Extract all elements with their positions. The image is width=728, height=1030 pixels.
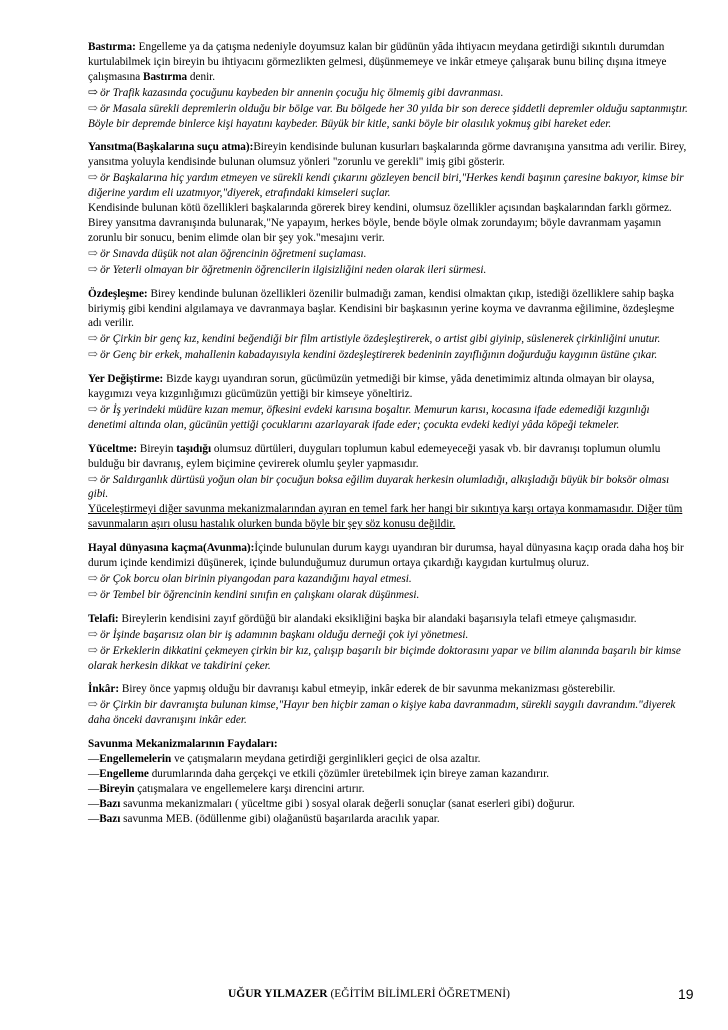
document-body	[88, 40, 688, 827]
footer-author: UĞUR YILMAZER	[228, 988, 328, 1000]
bold-term: Bazı	[99, 797, 121, 810]
example-paragraph	[88, 170, 688, 201]
text-run: Yüceleştirmeyi diğer savunma mekanizmalarından ayıran en temel fark her hangi bir sıkıntıya karşı ortaya konmamasıdır. Diğer tüm savunmaların aşırı olusu hastalık olurken bunda böyle bir şey söz konusu değildir.	[88, 503, 683, 531]
arrow-icon: ⇨	[88, 347, 99, 362]
text-run: ör Masala sürekli depremlerin olduğu bir bölge var. Bu bölgede her 30 yılda bir son derece şiddetli depremler olduğu saptanmıştır. Böyle bir depremde binlerce kişi hayatını kaybeder. Büyük bir kitle, sanki böyle bir olasılık yokmuş gibi hareket eder.	[88, 102, 688, 130]
arrow-icon: ⇨	[88, 84, 99, 99]
definition-paragraph	[88, 287, 688, 332]
arrow-icon: ⇨	[88, 245, 99, 260]
text-run: savunma mekanizmaları ( yüceltme gibi ) sosyal olarak değerli sonuçlar (sanat eserleri gibi) doğurur.	[120, 797, 575, 810]
body-paragraph	[88, 201, 688, 246]
arrow-icon: ⇨	[88, 100, 99, 115]
definition-paragraph	[88, 541, 688, 571]
body-paragraph	[88, 782, 688, 797]
section-hayal-dunyasina-kacma	[88, 541, 688, 603]
body-paragraph	[88, 752, 688, 767]
text-run: Kendisinde bulunan kötü özellikleri başkalarında görerek birey kendini, olumsuz özellikler açısından başkalarından farklı görmez. Birey yansıtma davranışında bulunarak,"Ne yapayım, herkes böyle, bende böyle olmak zorundayım; böyle davranmam yaşamın zorunlu bir sonucu, benim elimde olan bir şey yok."mesajını verir.	[88, 202, 672, 244]
arrow-icon: ⇨	[88, 170, 99, 185]
example-paragraph	[88, 101, 688, 132]
text-run: —	[88, 753, 100, 766]
text-run: —	[88, 782, 100, 795]
text-run: —	[88, 812, 100, 825]
text-run: ör İş yerindeki müdüre kızan memur, öfkesini evdeki karısına boşaltır. Memurun karısı, kocasına ifade edemediği kızgınlığı denetimi altında olan, gücünün yettiği çocuklarını azarlayarak ifade eder; çocukta evdeki kediyi yâda köpeği tekmeler.	[88, 403, 650, 431]
text-run: ör Çok borcu olan birinin piyangodan para kazandığını hayal etmesi.	[100, 573, 412, 585]
text-run: Engelleme ya da çatışma nedeniyle doyumsuz kalan bir güdünün yâda ihtiyacın meydana getirdiği sıkıntılı durumdan kurtulabilmek için bireyin bu ihtiyacını görmezlikten gelmesi, düşünmemeye ve inkâr etmeye çalışarak bunu bilinç dışına itmeye çalışmasına	[88, 41, 667, 83]
bold-term: Özdeşleşme:	[88, 287, 148, 300]
body-paragraph	[88, 797, 688, 812]
bold-term: Hayal dünyasına kaçma(Avunma):	[88, 542, 255, 555]
text-run: çatışmalara ve engellemelere karşı direncini artırır.	[134, 782, 365, 795]
arrow-icon: ⇨	[88, 571, 99, 585]
page-footer	[0, 988, 728, 1008]
text-run: ör Erkeklerin dikkatini çekmeyen çirkin bir kız, çalışıp başarılı bir biçimde doktorasını yapar ve bilim alanında başarılı bir kimse olarak herkesin dikkat ve takdirini çeker.	[88, 644, 681, 672]
definition-paragraph	[88, 737, 688, 752]
text-run: Birey önce yapmış olduğu bir davranışı kabul etmeyip, inkâr ederek de bir savunma mekanizması gösterebilir.	[119, 683, 616, 696]
bold-term: Bazı	[99, 812, 121, 825]
section-yuceltme	[88, 442, 688, 532]
arrow-icon: ⇨	[88, 642, 99, 657]
text-run: durumlarında daha gerçekçi ve etkili çözümler üretebilmek için bireye zaman kazandırır.	[148, 767, 549, 780]
section-inkar	[88, 682, 688, 728]
text-run: —	[88, 797, 100, 810]
example-paragraph	[88, 472, 688, 503]
arrow-icon: ⇨	[88, 401, 99, 416]
text-run: denir.	[187, 70, 216, 83]
text-run: —	[88, 767, 100, 780]
page-number: 19	[678, 986, 694, 1002]
footer-author-line	[228, 988, 510, 1000]
text-run: Birey kendinde bulunan özellikleri özenilir bulmadığı zaman, kendisi olmaktan çıkıp, istediği özelliklere sahip başka biriymiş gibi kendini algılamaya ve davranmaya başlar. Kendisini bir başkasının yerine koyma ve davranma eğilimine, özdeşleşme adı verilir.	[88, 287, 675, 330]
bold-term: Yansıtma(Başkalarına suçu atma):	[88, 141, 254, 154]
text-run: Bizde kaygı uyandıran sorun, gücümüzün yetmediği bir kimse, yâda denetimimiz altında olmayan bir olaysa, kaygımızı veya kızgınlığımızı gücümüzün yettiği bir kimseye yöneltiriz.	[88, 373, 655, 401]
text-run: ör Saldırganlık dürtüsü yoğun olan bir çocuğun boksa eğilim duyarak herkesin olumladığı, alkışladığı büyük bir boksör olması gibi.	[88, 473, 670, 501]
bold-term: Bastırma	[143, 70, 188, 83]
text-run: Bireylerin kendisini zayıf gördüğü bir alandaki eksikliğini başka bir alandaki başarısıyla telafi etmeye çalışmasıdır.	[118, 612, 637, 625]
text-run: ör Genç bir erkek, mahallenin kabadayısıyla kendini özdeşleştirerek bedeninin zayıflığının doğurduğu kaygının üstüne çıkar.	[100, 349, 658, 362]
arrow-icon: ⇨	[88, 586, 99, 601]
bold-term: Yer Değiştirme:	[88, 373, 164, 386]
text-run: ör Trafik kazasında çocuğunu kaybeden bir annenin çocuğu hiç ölmemiş gibi davranması.	[100, 86, 504, 99]
example-paragraph	[88, 402, 688, 433]
bold-term: Bireyin	[99, 782, 135, 795]
section-bastirma	[88, 40, 688, 131]
text-run: ör Çirkin bir davranışta bulunan kimse,"Hayır ben hiçbir zaman o kişiye kaba davranmadım, sürekli saygılı davrandım."diyerek daha önceki davranışını inkâr eder.	[88, 699, 676, 727]
definition-paragraph	[88, 442, 688, 472]
example-paragraph	[88, 347, 688, 363]
footer-role: (EĞİTİM BİLİMLERİ ÖĞRETMENİ)	[327, 988, 510, 1000]
arrow-icon: ⇨	[88, 471, 99, 486]
example-paragraph	[88, 643, 688, 674]
definition-paragraph	[88, 40, 688, 85]
example-paragraph	[88, 85, 688, 101]
definition-paragraph	[88, 682, 688, 697]
definition-paragraph	[88, 612, 688, 627]
example-paragraph	[88, 587, 688, 603]
example-paragraph	[88, 571, 688, 587]
bold-term: İnkâr:	[88, 683, 120, 696]
definition-paragraph	[88, 140, 688, 170]
example-paragraph	[88, 262, 688, 278]
text-run: ör Başkalarına hiç yardım etmeyen ve sürekli kendi çıkarını gözleyen bencil biri,"Herkes kendi başının çaresine bakıyor, kimse bir diğerine yardım eli uzatmıyor,"diyerek, etrafındaki kimseleri suçlar.	[88, 172, 684, 200]
text-run: olumsuz dürtüleri, duyguları toplumun kabul edemeyeceği yasak vb. bir davranışı toplumun olumlu bulduğu bir davranış, eylem biçimine çevirerek olumlu şeyler yapmasıdır.	[88, 442, 661, 470]
arrow-icon: ⇨	[88, 331, 99, 346]
arrow-icon: ⇨	[88, 261, 99, 276]
example-paragraph	[88, 331, 688, 347]
bold-term: taşıdığı	[176, 442, 212, 455]
text-run: ör İşinde başarısız olan bir iş adamının başkanı olduğu derneği çok iyi yönetmesi.	[100, 628, 469, 641]
example-paragraph	[88, 246, 688, 262]
bold-term: Yüceltme:	[88, 442, 138, 455]
section-yer-degistirme	[88, 372, 688, 433]
text-run: ör Çirkin bir genç kız, kendini beğendiği bir film artistiyle özdeşleştirerek, o artist gibi giyinip, süslenerek çirkinliğini unutur.	[100, 333, 661, 346]
bold-term: Bastırma:	[88, 41, 136, 53]
text-run: İçinde bulunulan durum kaygı uyandıran bir durumsa, hayal dünyasına kaçıp orada daha hoş bir durum içinde kendimizi düşünerek, içinde bulunduğumuz durumun ortaya çıkardığı kaygıdan kurtulmuş oluruz.	[88, 542, 684, 570]
body-paragraph	[88, 812, 688, 827]
underlined-note	[88, 502, 688, 532]
text-run: ve çatışmaların meydana getirdiği gerginlikleri geçici de olsa azaltır.	[171, 753, 481, 766]
bold-term: Engellemelerin	[99, 753, 172, 766]
section-ozdeslesme	[88, 287, 688, 364]
section-yansitma	[88, 140, 688, 277]
bold-term: Savunma Mekanizmalarının Faydaları:	[88, 738, 278, 751]
bold-term: Engelleme	[99, 767, 149, 780]
section-telafi	[88, 612, 688, 674]
arrow-icon: ⇨	[88, 697, 99, 712]
text-run: ör Yeterli olmayan bir öğretmenin öğrencilerin ilgisizliğini neden olarak ileri sürmesi.	[100, 263, 487, 276]
text-run: ör Tembel bir öğrencinin kendini sınıfın en çalışkanı olarak düşünmesi.	[100, 588, 420, 601]
body-paragraph	[88, 767, 688, 782]
bold-term: Telafi:	[88, 612, 119, 625]
text-run: Bireyin	[137, 442, 177, 455]
section-faydalar	[88, 737, 688, 826]
text-run: ör Sınavda düşük not alan öğrencinin öğretmeni suçlaması.	[100, 247, 367, 260]
text-run: Bireyin kendisinde bulunan kusurları başkalarında görme davranışına yansıtma adı verilir. Birey, yansıtma yoluyla kendisinde bulunan olumsuz yönleri "zorunlu ve gerekli" imiş gibi gösterir.	[88, 141, 687, 169]
text-run: savunma MEB. (ödüllenme gibi) olağanüstü başarılarda aracılık yapar.	[120, 812, 440, 825]
example-paragraph	[88, 627, 688, 643]
example-paragraph	[88, 697, 688, 728]
arrow-icon: ⇨	[88, 626, 99, 641]
definition-paragraph	[88, 372, 688, 402]
